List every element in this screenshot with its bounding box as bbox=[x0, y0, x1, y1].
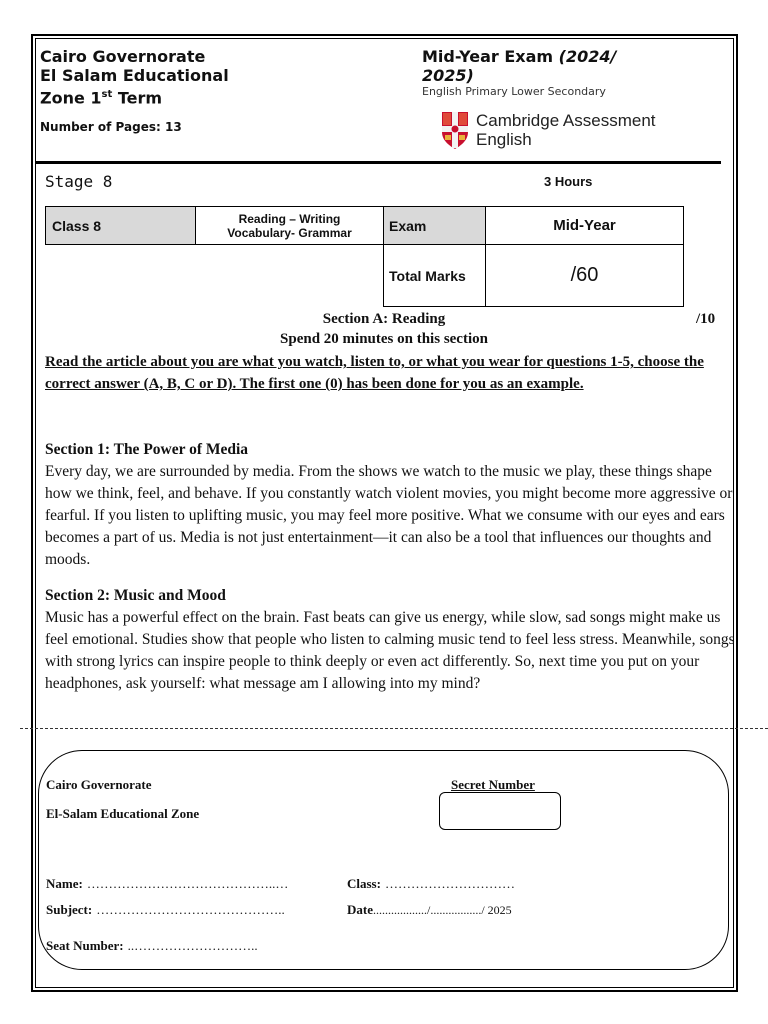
term-prefix: Zone 1 bbox=[40, 88, 102, 108]
empty-cell bbox=[196, 245, 384, 307]
class-dots: ………………………… bbox=[384, 876, 515, 891]
governorate-title: Cairo Governorate bbox=[40, 47, 206, 66]
class-field[interactable] bbox=[347, 875, 515, 893]
slip-zone: El-Salam Educational Zone bbox=[46, 806, 200, 821]
section-a-time: Spend 20 minutes on this section bbox=[280, 331, 488, 347]
logo-line-2: English bbox=[476, 130, 532, 149]
subject-dots: …………………………………….. bbox=[96, 902, 285, 917]
article-section-1 bbox=[45, 439, 735, 571]
date-field[interactable] bbox=[347, 901, 512, 919]
class-label: Class: bbox=[347, 876, 381, 891]
seat-dots: ..……………………….. bbox=[127, 938, 258, 953]
subject-field[interactable] bbox=[46, 901, 285, 919]
seat-number-field[interactable] bbox=[46, 937, 258, 955]
exam-year-b: 2025) bbox=[422, 66, 474, 85]
section-a-instructions: Read the article about you are what you watch, listen to, or what you wear for questions 1-5, choose the correct answer (A, B, C or D). The first one (0) has been done for you as an example. bbox=[45, 354, 704, 392]
exam-title-text: Mid-Year Exam bbox=[422, 47, 559, 66]
page-count: Number of Pages: 13 bbox=[40, 120, 182, 134]
slip-governorate: Cairo Governorate bbox=[46, 777, 152, 792]
empty-cell bbox=[46, 245, 196, 307]
subject-label: Subject: bbox=[46, 902, 93, 917]
total-label-cell: Total Marks bbox=[384, 245, 486, 307]
cut-line bbox=[20, 728, 768, 729]
class-cell: Class 8 bbox=[46, 207, 196, 245]
skills-cell bbox=[196, 207, 384, 245]
shield-icon bbox=[440, 110, 470, 150]
exam-info-table bbox=[45, 206, 684, 307]
section-2-body: Music has a powerful effect on the brain. Fast beats can give us energy, while slow, sad songs might make us feel emotional. Studies show that people who listen to calming music tend to feel less stress. Meanwhile, songs with strong lyrics can inspire people to think deeply or even act differently. So, next time you put on your headphones, ask yourself: what message am I allowing into my mind? bbox=[45, 609, 735, 692]
exam-year-a: (2024/ bbox=[558, 47, 617, 66]
section-2-heading: Section 2: Music and Mood bbox=[45, 587, 226, 604]
article-section-2 bbox=[45, 585, 735, 695]
clipped-subtitle: English Primary Lower Secondary bbox=[422, 85, 606, 98]
section-a-title: Section A: Reading bbox=[322, 311, 446, 327]
date-value: ................../................./ 2025 bbox=[373, 903, 512, 917]
stage-label: Stage 8 bbox=[45, 172, 113, 191]
secret-number-label: Secret Number bbox=[451, 777, 535, 792]
term-title bbox=[40, 85, 229, 107]
section-1-body: Every day, we are surrounded by media. From the shows we watch to the music we play, these things shape how we think, feel, and behave. If you constantly watch violent movies, you might become more aggressive or fearful. If you listen to uplifting music, you may feel more positive. What we consume with our eyes and ears becomes a part of us. Media is not just entertainment—it can also be a tool that influences our thoughts and moods. bbox=[45, 463, 733, 568]
skills-line-1: Reading – Writing bbox=[238, 211, 341, 226]
date-label: Date bbox=[347, 902, 373, 917]
section-1-heading: Section 1: The Power of Media bbox=[45, 441, 249, 458]
term-suffix: Term bbox=[112, 88, 163, 108]
name-field[interactable] bbox=[46, 875, 288, 893]
name-dots: ……………………………………..… bbox=[86, 876, 289, 891]
exam-value-cell: Mid-Year bbox=[486, 207, 684, 245]
cambridge-logo bbox=[440, 110, 656, 150]
secret-number-box[interactable] bbox=[439, 792, 561, 830]
name-label: Name: bbox=[46, 876, 83, 891]
zone-title: El Salam Educational bbox=[40, 66, 229, 85]
header-divider bbox=[36, 161, 721, 164]
logo-line-1: Cambridge Assessment bbox=[476, 111, 656, 130]
total-value-cell: /60 bbox=[486, 245, 684, 307]
header-left bbox=[40, 47, 229, 107]
term-sup: st bbox=[101, 89, 113, 100]
seat-label: Seat Number: bbox=[46, 938, 124, 953]
hours-label: 3 Hours bbox=[544, 174, 593, 189]
skills-line-2: Vocabulary- Grammar bbox=[227, 225, 352, 240]
section-a-marks: /10 bbox=[696, 311, 716, 327]
exam-title bbox=[422, 47, 616, 85]
exam-label-cell: Exam bbox=[384, 207, 486, 245]
